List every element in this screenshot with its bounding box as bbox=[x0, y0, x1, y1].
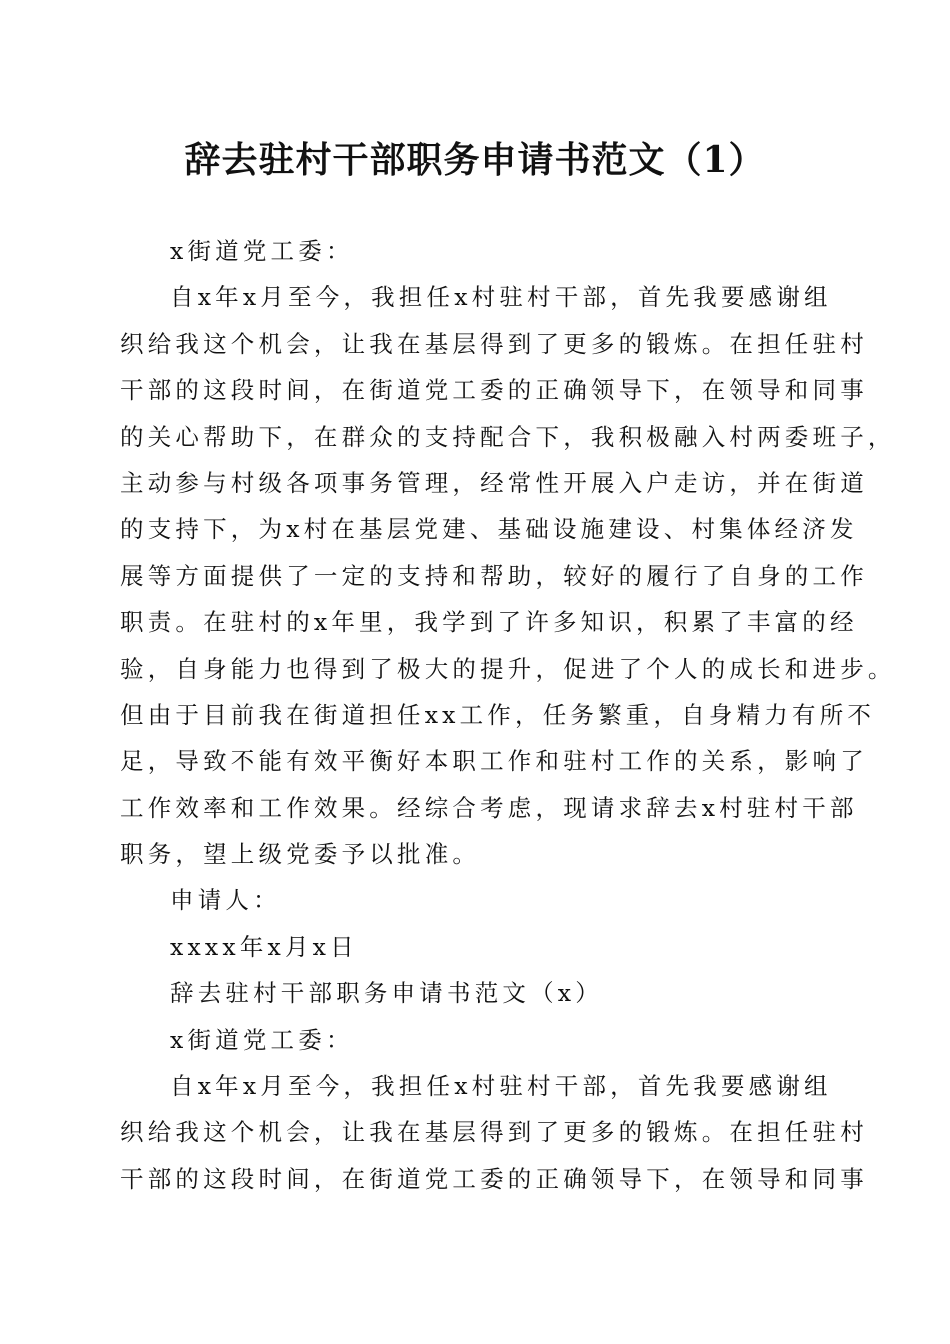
paragraph-line: 但由于目前我在街道担任xx工作，任务繁重，自身精力有所不 bbox=[120, 700, 876, 729]
paragraph-line: 织给我这个机会，让我在基层得到了更多的锻炼。在担任驻村 bbox=[120, 1118, 868, 1147]
paragraph-line: 的支持下，为x村在基层党建、基础设施建设、村集体经济发 bbox=[120, 515, 858, 544]
date-line: xxxx年x月x日 bbox=[170, 932, 358, 961]
document-body bbox=[120, 228, 896, 1202]
paragraph-line: 验，自身能力也得到了极大的提升，促进了个人的成长和进步。 bbox=[120, 654, 896, 683]
paragraph-line: 自x年x月至今，我担任x村驻村干部，首先我要感谢组 bbox=[170, 1072, 832, 1101]
paragraph-line: 自x年x月至今，我担任x村驻村干部，首先我要感谢组 bbox=[170, 283, 832, 312]
paragraph-line: 展等方面提供了一定的支持和帮助，较好的履行了自身的工作 bbox=[120, 561, 868, 590]
paragraph-line: 职务，望上级党委予以批准。 bbox=[120, 840, 481, 869]
salutation: x街道党工委： bbox=[170, 1025, 354, 1054]
paragraph-line: 职责。在驻村的x年里，我学到了许多知识，积累了丰富的经 bbox=[120, 608, 858, 637]
paragraph-line: 的关心帮助下，在群众的支持配合下，我积极融入村两委班子， bbox=[120, 422, 896, 451]
paragraph-line: 干部的这段时间，在街道党工委的正确领导下，在领导和同事 bbox=[120, 1164, 868, 1193]
document-title: 辞去驻村干部职务申请书范文（1） bbox=[184, 139, 766, 181]
salutation: x街道党工委： bbox=[170, 237, 354, 265]
paragraph-line: 干部的这段时间，在街道党工委的正确领导下，在领导和同事 bbox=[120, 376, 868, 405]
paragraph-line: 织给我这个机会，让我在基层得到了更多的锻炼。在担任驻村 bbox=[120, 329, 868, 358]
paragraph-line: 主动参与村级各项事务管理，经常性开展入户走访，并在街道 bbox=[120, 468, 868, 497]
paragraph-line: 工作效率和工作效果。经综合考虑，现请求辞去x村驻村干部 bbox=[120, 793, 858, 822]
applicant-label: 申请人： bbox=[170, 886, 281, 915]
paragraph-line: 足，导致不能有效平衡好本职工作和驻村工作的关系，影响了 bbox=[120, 747, 868, 776]
section-heading: 辞去驻村干部职务申请书范文（x） bbox=[170, 979, 603, 1008]
